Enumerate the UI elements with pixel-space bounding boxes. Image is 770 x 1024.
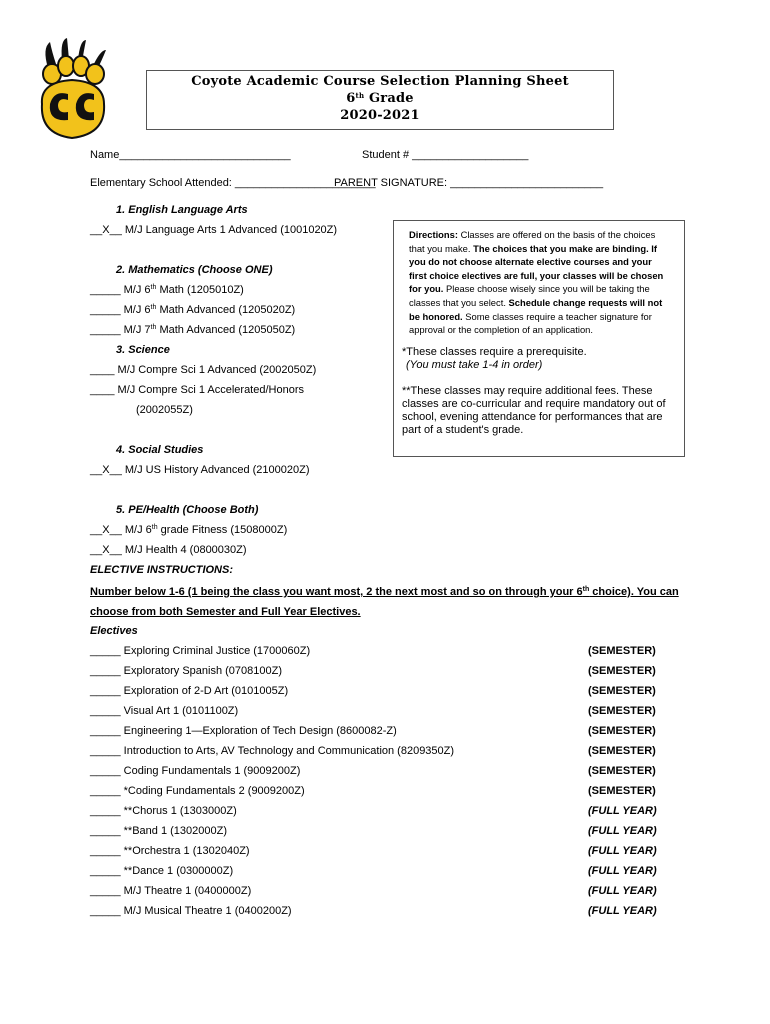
section-heading-social-studies: 4. Social Studies <box>116 444 204 456</box>
elective-type: (FULL YEAR) <box>588 865 657 877</box>
elective-course[interactable]: _____ *Coding Fundamentals 2 (9009200Z) <box>90 785 305 797</box>
elective-type: (FULL YEAR) <box>588 885 657 897</box>
elective-course[interactable]: _____ Introduction to Arts, AV Technology and Communication (8209350Z) <box>90 745 455 757</box>
course-fitness[interactable]: __X__ M/J 6th grade Fitness (1508000Z) <box>90 524 288 536</box>
elective-course[interactable]: _____ **Dance 1 (0300000Z) <box>90 865 234 877</box>
course-math-7-advanced[interactable]: _____ M/J 7th Math Advanced (1205050Z) <box>90 324 296 336</box>
directions-box <box>393 220 685 457</box>
course-ela-advanced[interactable]: __X__ M/J Language Arts 1 Advanced (1001020Z) <box>90 224 338 236</box>
elective-course[interactable]: _____ Exploring Criminal Justice (1700060Z) <box>90 645 311 657</box>
elective-course[interactable]: _____ Engineering 1—Exploration of Tech Design (8600082-Z) <box>90 725 397 737</box>
elective-type: (SEMESTER) <box>588 785 656 797</box>
elective-type: (SEMESTER) <box>588 645 656 657</box>
section-heading-math: 2. Mathematics (Choose ONE) <box>116 264 273 276</box>
elective-course[interactable]: _____ **Band 1 (1302000Z) <box>90 825 227 837</box>
elective-type: (SEMESTER) <box>588 705 656 717</box>
prerequisite-note-detail: (You must take 1-4 in order) <box>406 359 543 371</box>
electives-heading: Electives <box>90 625 138 637</box>
elective-type: (SEMESTER) <box>588 685 656 697</box>
course-science-honors-code: (2002055Z) <box>136 404 193 416</box>
elective-type: (FULL YEAR) <box>588 905 657 917</box>
directions-text: Directions: Classes are offered on the basis of the choices that you make. The choices that you make are binding. If you do not choose alternate elective courses and your first choice electives are full, your classes will be chosen for you. Please choose wisely since you will be taking the classes that you select. Schedule change requests will not be honored. Some classes require a teacher signature for approval or the completion of an application. <box>409 229 664 336</box>
elective-type: (FULL YEAR) <box>588 845 657 857</box>
course-health[interactable]: __X__ M/J Health 4 (0800030Z) <box>90 544 247 556</box>
course-math-6[interactable]: _____ M/J 6th Math (1205010Z) <box>90 284 244 296</box>
parent-signature-field[interactable]: PARENT SIGNATURE: _________________________ <box>334 177 604 189</box>
elective-type: (SEMESTER) <box>588 745 656 757</box>
elective-instructions-text: Number below 1-6 (1 being the class you want most, 2 the next most and so on through your 6th choice). You can choose from both Semester and Full Year Electives. <box>90 586 679 618</box>
course-math-6-advanced[interactable]: _____ M/J 6th Math Advanced (1205020Z) <box>90 304 296 316</box>
school-year: 2020-2021 <box>340 108 420 123</box>
elective-course[interactable]: _____ M/J Musical Theatre 1 (0400200Z) <box>90 905 292 917</box>
prerequisite-note: *These classes require a prerequisite. <box>402 346 587 358</box>
elective-instructions-heading: ELECTIVE INSTRUCTIONS: <box>90 564 234 576</box>
elective-course[interactable]: _____ Exploratory Spanish (0708100Z) <box>90 665 283 677</box>
course-science-advanced[interactable]: ____ M/J Compre Sci 1 Advanced (2002050Z) <box>90 364 317 376</box>
page-title: Coyote Academic Course Selection Planning Sheet <box>191 74 569 89</box>
section-heading-pe-health: 5. PE/Health (Choose Both) <box>116 504 259 516</box>
elementary-school-field[interactable]: Elementary School Attended: _______________________ <box>90 177 376 189</box>
coyote-paw-logo-icon <box>34 38 110 142</box>
elective-type: (FULL YEAR) <box>588 825 657 837</box>
section-heading-science: 3. Science <box>116 344 170 356</box>
elective-course[interactable]: _____ **Chorus 1 (1303000Z) <box>90 805 237 817</box>
elective-course[interactable]: _____ **Orchestra 1 (1302040Z) <box>90 845 250 857</box>
elective-type: (FULL YEAR) <box>588 805 657 817</box>
elective-course[interactable]: _____ Exploration of 2-D Art (0101005Z) <box>90 685 289 697</box>
name-field[interactable]: Name____________________________ <box>90 149 291 161</box>
fees-note: **These classes may require additional fees. These classes are co-curricular and require mandatory out of school, evening attendance for performances that are part of a student's grade. <box>402 385 666 436</box>
elective-type: (SEMESTER) <box>588 765 656 777</box>
section-heading-ela: 1. English Language Arts <box>116 204 248 216</box>
elective-course[interactable]: _____ Coding Fundamentals 1 (9009200Z) <box>90 765 301 777</box>
student-number-field[interactable]: Student # ___________________ <box>362 149 529 161</box>
grade-title: 6th Grade <box>346 91 414 106</box>
title-box <box>146 70 614 130</box>
course-us-history[interactable]: __X__ M/J US History Advanced (2100020Z) <box>90 464 310 476</box>
elective-course[interactable]: _____ Visual Art 1 (0101100Z) <box>90 705 239 717</box>
elective-course[interactable]: _____ M/J Theatre 1 (0400000Z) <box>90 885 252 897</box>
course-science-honors[interactable]: ____ M/J Compre Sci 1 Accelerated/Honors <box>90 384 304 396</box>
elective-type: (SEMESTER) <box>588 725 656 737</box>
elective-type: (SEMESTER) <box>588 665 656 677</box>
